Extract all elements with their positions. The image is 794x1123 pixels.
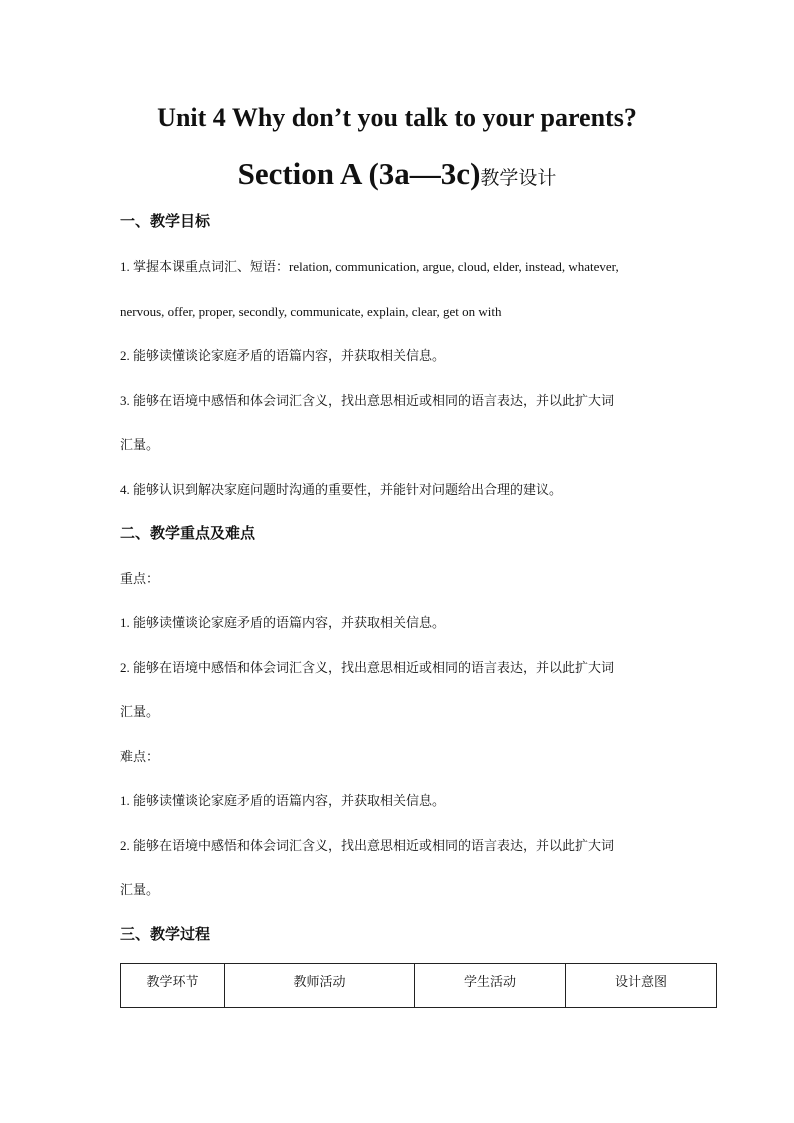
objective-line: nervous, offer, proper, secondly, communicate, explain, clear, get on with xyxy=(120,304,502,319)
heading-key-points: 二、教学重点及难点 xyxy=(120,524,256,542)
subtitle-main: Section A (3a—3c) xyxy=(237,156,481,191)
objective-line: 1. 掌握本课重点词汇、短语：relation, communication, argue, cloud, elder, instead, whatever, xyxy=(120,259,619,274)
focus-item: 汇量。 xyxy=(120,704,160,719)
document-title: Unit 4 Why don’t you talk to your parents? xyxy=(157,103,637,132)
subtitle-suffix: 教学设计 xyxy=(480,167,557,189)
table-header-cell: 学生活动 xyxy=(415,964,566,1008)
objective-line: 2. 能够读懂谈论家庭矛盾的语篇内容，并获取相关信息。 xyxy=(120,348,446,363)
table-header-cell: 教学环节 xyxy=(121,964,225,1008)
difficulty-item: 1. 能够读懂谈论家庭矛盾的语篇内容，并获取相关信息。 xyxy=(120,793,446,808)
table-header-cell: 教师活动 xyxy=(225,964,415,1008)
objective-line: 4. 能够认识到解决家庭问题时沟通的重要性，并能针对问题给出合理的建议。 xyxy=(120,482,563,497)
heading-process: 三、教学过程 xyxy=(120,925,211,943)
table-header-cell: 设计意图 xyxy=(566,964,717,1008)
difficulty-label: 难点： xyxy=(120,749,160,764)
difficulty-item: 2. 能够在语境中感悟和体会词汇含义，找出意思相近或相同的语言表达，并以此扩大词 xyxy=(120,838,615,853)
focus-label: 重点： xyxy=(120,571,160,586)
focus-item: 2. 能够在语境中感悟和体会词汇含义，找出意思相近或相同的语言表达，并以此扩大词 xyxy=(120,660,615,675)
table-header-row xyxy=(121,964,717,1008)
objective-line: 3. 能够在语境中感悟和体会词汇含义，找出意思相近或相同的语言表达，并以此扩大词 xyxy=(120,393,615,408)
heading-objectives: 一、教学目标 xyxy=(120,212,211,230)
process-table xyxy=(120,963,717,1008)
objective-line: 汇量。 xyxy=(120,437,160,452)
difficulty-item: 汇量。 xyxy=(120,882,160,897)
focus-item: 1. 能够读懂谈论家庭矛盾的语篇内容，并获取相关信息。 xyxy=(120,615,446,630)
document-subtitle xyxy=(0,154,794,198)
